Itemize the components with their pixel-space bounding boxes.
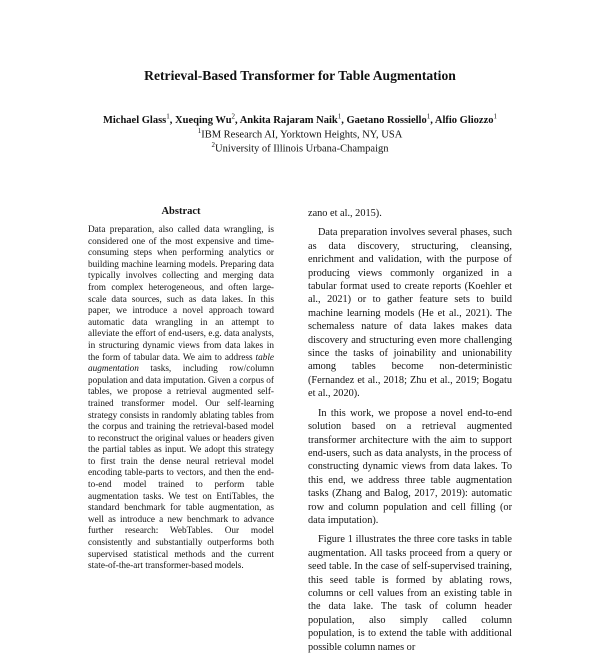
- author-affil-mark: 1: [426, 112, 431, 120]
- intro-column: [308, 207, 512, 660]
- author-name: Michael Glass: [102, 114, 167, 126]
- author-list: [0, 112, 600, 126]
- affiliation: [0, 127, 600, 141]
- author-separator: ,: [169, 114, 176, 126]
- author: [239, 112, 347, 126]
- author-affil-mark: 2: [231, 112, 236, 120]
- abstract-text: tasks, including row/column population and data imputation. Given a corpus of tables, we propose a retrieval augmented self-trained transformer model. Our self-learning strategy consists in randomly ablating tables from the corpus and training the retrieval-based model to reconstruct the original values or headers given the partial tables as input. We adopt this strategy to first train the dense neural retrieval model encoding table-parts to vectors, and then the end-to-end model trained to perform table augmentation tasks. We test on EntiTables, the standard benchmark for table augmentation, as well as introduce a new benchmark to advance further research: WebTables. Our model consistently and substantially outperforms both supervised statistical methods and the current state-of-the-art transformer-based models.: [88, 364, 274, 572]
- author-name: Alfio Gliozzo: [434, 114, 494, 126]
- author-name: Ankita Rajaram Naik: [239, 114, 338, 126]
- abstract-emphasis: table augmentation: [88, 352, 274, 375]
- body-paragraph: Figure 1 illustrates the three core tasks in table augmentation. All tasks proceed from a query or seed table. In the case of self-supervised training, this seed table is formed by ablating rows, columns or cell values from an existing table in the data lake. The task of column header population, also simply called column population, is to extend the table with additional possible column names or: [308, 534, 512, 653]
- abstract-text: Data preparation, also called data wrangling, is considered one of the most expensive and time-consuming steps when performing analytics or building machine learning models. Preparing data typically involves collecting and merging data from complex heterogeneous, and often large-scale data sources, such as data lakes. In this paper, we introduce a novel approach toward automatic data wrangling in an attempt to alleviate the effort of end-users, e.g. data analysts, in structuring dynamic views from data lakes in the form of tabular data. We aim to address: [88, 225, 274, 363]
- author-separator: ,: [430, 114, 435, 126]
- affiliation-mark: 2: [211, 141, 215, 149]
- affiliation-mark: 1: [197, 127, 202, 135]
- author-name: Xueqing Wu: [175, 114, 232, 126]
- author: [434, 112, 497, 126]
- body-paragraph: zano et al., 2015).: [308, 208, 382, 219]
- author-name: Gaetano Rossiello: [346, 114, 427, 126]
- body-paragraph: Data preparation involves several phases, such as data discovery, structuring, cleansing, enrichment and validation, with the purpose of producing views commonly organized in a tabular format used to create reports (Koehler et al., 2021) or to gather feature sets to build machine learning models (He et al., 2021). The schemaless nature of data lakes makes data discovery and structuring even more challenging since the tasks of joinability and unionability among tables become non-deterministic (Fernandez et al., 2018; Zhu et al., 2019; Bogatu et al., 2020).: [308, 227, 512, 400]
- paper-title: Retrieval-Based Transformer for Table Augmentation: [144, 68, 456, 83]
- author-separator: ,: [341, 114, 347, 126]
- abstract-body: [88, 225, 274, 573]
- author-affil-mark: 1: [337, 112, 342, 120]
- author-affil-mark: 1: [493, 112, 497, 120]
- body-paragraph: In this work, we propose a novel end-to-end solution based on a retrieval augmented transformer architecture with the aim to support end-users, such as data analysts, in the process of constructing dynamic views from data lakes. To this end, we address three table augmentation tasks (Zhang and Balog, 2017, 2019): automatic row and column population and cell filling (or data imputation).: [308, 407, 512, 526]
- author: [175, 112, 240, 126]
- author: [346, 112, 435, 126]
- affiliation-text: University of Illinois Urbana-Champaign: [214, 143, 389, 155]
- affiliation: [0, 141, 600, 155]
- author-separator: ,: [235, 114, 240, 126]
- affiliation-text: IBM Research AI, Yorktown Heights, NY, USA: [201, 129, 403, 141]
- author-affil-mark: 1: [166, 112, 170, 120]
- author: [102, 112, 176, 126]
- abstract-heading: Abstract: [161, 206, 201, 217]
